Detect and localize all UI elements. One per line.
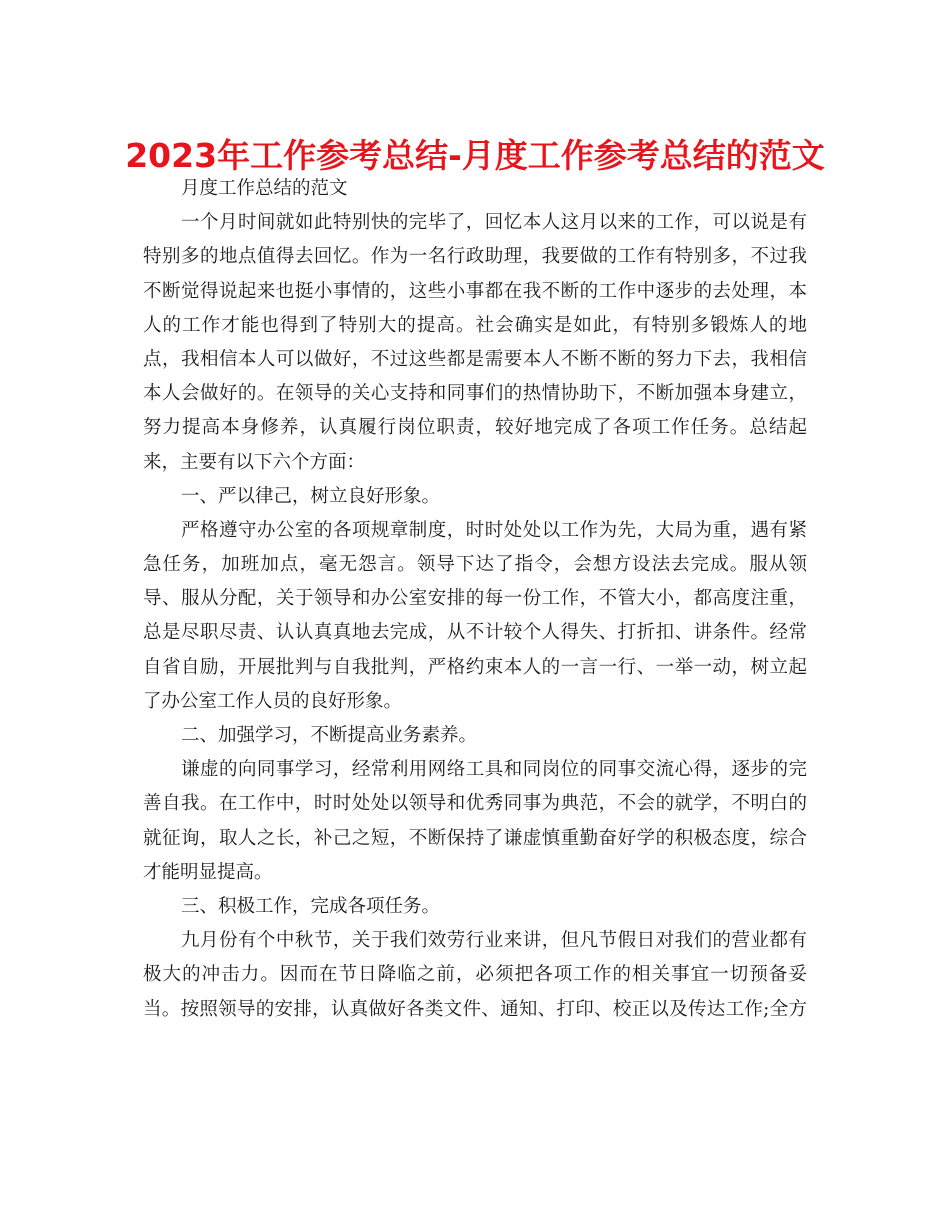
document-body	[143, 172, 807, 1027]
text-line: 善自我。在工作中，时时处处以领导和优秀同事为典范，不会的就学，不明白的	[143, 793, 807, 815]
text-line: 自省自励，开展批判与自我批判，严格约束本人的一言一行、一举一动，树立起	[143, 656, 807, 678]
text-line: 一个月时间就如此特别快的完毕了，回忆本人这月以来的工作，可以说是有	[181, 212, 807, 234]
document-title: 2023年工作参考总结-月度工作参考总结的范文	[125, 136, 825, 175]
text-line: 点，我相信本人可以做好，不过这些都是需要本人不断不断的努力下去，我相信	[143, 348, 807, 370]
text-line: 月度工作总结的范文	[181, 178, 348, 199]
text-line: 来，主要有以下六个方面：	[143, 451, 366, 473]
text-line: 导、服从分配，关于领导和办公室安排的每一份工作，不管大小，都高度注重，	[143, 588, 807, 610]
text-line: 极大的冲击力。因而在节日降临之前，必须把各项工作的相关事宜一切预备妥	[143, 964, 807, 986]
text-line: 努力提高本身修养，认真履行岗位职责，较好地完成了各项工作任务。总结起	[143, 417, 807, 439]
text-line: 严格遵守办公室的各项规章制度，时时处处以工作为先，大局为重，遇有紧	[181, 519, 807, 541]
text-line: 就征询，取人之长，补己之短，不断保持了谦虚慎重勤奋好学的积极态度，综合	[143, 827, 807, 849]
text-line: 了办公室工作人员的良好形象。	[143, 690, 403, 712]
text-line: 人的工作才能也得到了特别大的提高。社会确实是如此，有特别多锻炼人的地	[143, 314, 807, 336]
text-line: 当。按照领导的安排，认真做好各类文件、通知、打印、校正以及传达工作;全方	[143, 998, 807, 1020]
text-line: 不断觉得说起来也挺小事情的，这些小事都在我不断的工作中逐步的去处理，本	[143, 280, 807, 302]
text-line: 本人会做好的。在领导的关心支持和同事们的热情协助下，不断加强本身建立，	[143, 383, 807, 405]
text-line: 一、严以律己，树立良好形象。	[181, 485, 441, 507]
text-line: 总是尽职尽责、认认真真地去完成，从不计较个人得失、打折扣、讲条件。经常	[143, 622, 807, 644]
text-line: 三、积极工作，完成各项任务。	[181, 895, 441, 917]
text-line: 谦虚的向同事学习，经常利用网络工具和同岗位的同事交流心得，逐步的完	[181, 759, 807, 781]
text-line: 九月份有个中秋节，关于我们效劳行业来讲，但凡节假日对我们的营业都有	[181, 930, 807, 952]
text-line: 才能明显提高。	[143, 861, 273, 883]
text-line: 特别多的地点值得去回忆。作为一名行政助理，我要做的工作有特别多，不过我	[143, 246, 807, 268]
text-line: 二、加强学习，不断提高业务素养。	[181, 725, 478, 746]
text-line: 急任务，加班加点，毫无怨言。领导下达了指令，会想方设法去完成。服从领	[143, 554, 807, 576]
